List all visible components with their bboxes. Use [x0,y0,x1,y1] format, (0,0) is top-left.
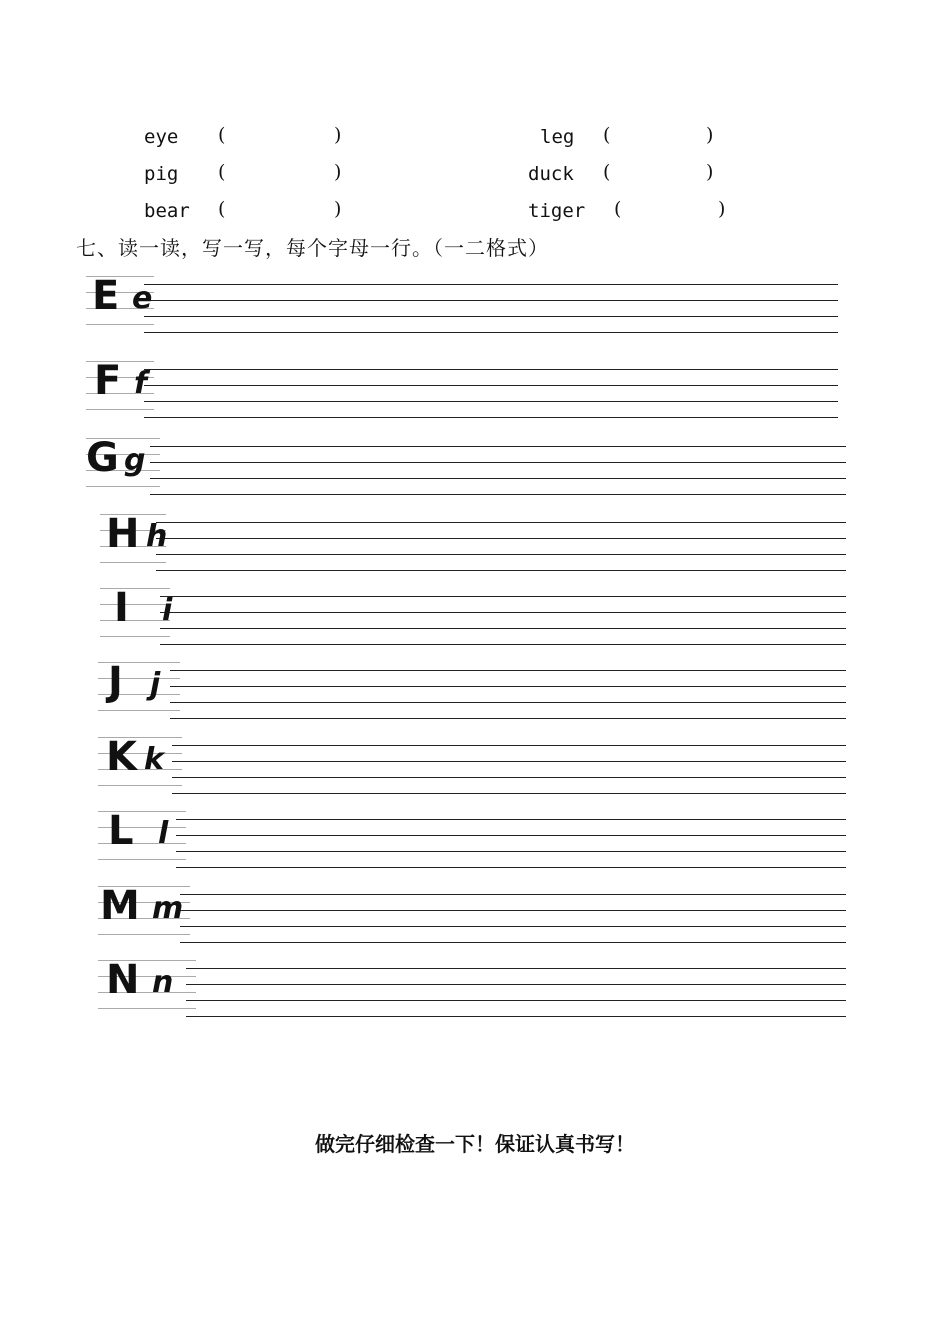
answer-open-paren: ( [603,161,611,183]
answer-close-paren: ) [706,161,714,183]
uppercase-letter: J [108,659,123,705]
writing-lines [170,662,846,720]
uppercase-letter: I [114,585,129,631]
lowercase-letter: k [144,742,164,777]
letter-sample [86,270,154,340]
writing-line [144,300,838,301]
answer-close-paren: ) [718,198,726,220]
letter-sample [86,432,160,502]
writing-line [156,538,846,539]
uppercase-letter: H [106,511,140,557]
guide-line [98,785,182,786]
vocab-word: eye [144,126,179,148]
writing-line [186,984,846,985]
writing-line [144,332,838,333]
answer-open-paren: ( [218,124,226,146]
writing-line [156,522,846,523]
writing-line [160,628,846,629]
uppercase-letter: L [108,808,134,854]
vocab-word: bear [144,200,190,222]
uppercase-letter: E [92,273,120,319]
guide-line [100,562,166,563]
letter-sample [98,880,190,950]
guide-line [100,636,170,637]
writing-line [172,777,846,778]
answer-close-paren: ) [334,198,342,220]
writing-line [180,942,846,943]
guide-line [98,934,190,935]
uppercase-letter: N [106,957,140,1003]
lowercase-letter: g [124,443,146,478]
vocab-word: tiger [528,200,586,222]
writing-line [170,718,846,719]
writing-line [144,369,838,370]
writing-line [180,926,846,927]
writing-line [176,835,846,836]
lowercase-letter: e [132,281,153,316]
lowercase-letter: m [152,891,184,926]
writing-line [160,644,846,645]
writing-line [160,596,846,597]
uppercase-letter: K [106,734,137,780]
guide-line [86,324,154,325]
letter-sample [100,582,173,652]
writing-lines [144,276,838,334]
answer-open-paren: ( [218,198,226,220]
letter-sample [86,355,154,425]
lowercase-letter: i [162,593,173,628]
writing-line [144,284,838,285]
writing-line [172,761,846,762]
guide-line [98,710,180,711]
guide-line [86,486,160,487]
writing-lines [156,514,846,572]
writing-lines [150,438,846,496]
letter-sample [98,731,182,801]
writing-line [144,385,838,386]
uppercase-letter: M [100,883,140,929]
answer-close-paren: ) [334,124,342,146]
writing-line [186,1000,846,1001]
answer-close-paren: ) [334,161,342,183]
writing-line [176,851,846,852]
guide-line [98,1008,196,1009]
guide-line [86,409,154,410]
guide-line [100,620,170,621]
answer-open-paren: ( [614,198,622,220]
writing-line [180,894,846,895]
footer-reminder: 做完仔细检查一下！保证认真书写！ [315,1132,635,1156]
answer-close-paren: ) [706,124,714,146]
lowercase-letter: l [158,816,169,851]
lowercase-letter: h [146,519,168,554]
writing-lines [172,737,846,795]
section-heading: 七、读一读，写一写，每个字母一行。（一二格式） [76,236,549,260]
uppercase-letter: F [94,358,122,404]
guide-line [100,588,170,589]
answer-open-paren: ( [218,161,226,183]
writing-line [172,793,846,794]
letter-sample [98,954,196,1024]
writing-line [186,968,846,969]
lowercase-letter: j [150,667,161,702]
guide-line [100,604,170,605]
uppercase-letter: G [86,435,119,481]
writing-line [150,494,846,495]
writing-line [170,702,846,703]
writing-line [144,401,838,402]
writing-line [170,686,846,687]
writing-line [156,570,846,571]
letter-sample [98,805,186,875]
writing-line [150,478,846,479]
writing-line [172,745,846,746]
writing-line [186,1016,846,1017]
letter-sample [98,656,180,726]
writing-line [144,316,838,317]
writing-lines [144,361,838,419]
answer-open-paren: ( [603,124,611,146]
letter-sample [100,508,166,578]
writing-line [180,910,846,911]
lowercase-letter: f [134,366,148,401]
writing-line [150,462,846,463]
lowercase-letter: n [152,965,174,1000]
writing-lines [160,588,846,646]
writing-line [170,670,846,671]
vocab-word: duck [528,163,574,185]
vocab-word: leg [540,126,575,148]
writing-line [160,612,846,613]
writing-line [176,819,846,820]
writing-line [144,417,838,418]
writing-lines [180,886,846,944]
writing-line [150,446,846,447]
writing-lines [186,960,846,1018]
vocab-word: pig [144,163,179,185]
writing-line [176,867,846,868]
guide-line [98,859,186,860]
writing-line [156,554,846,555]
writing-lines [176,811,846,869]
